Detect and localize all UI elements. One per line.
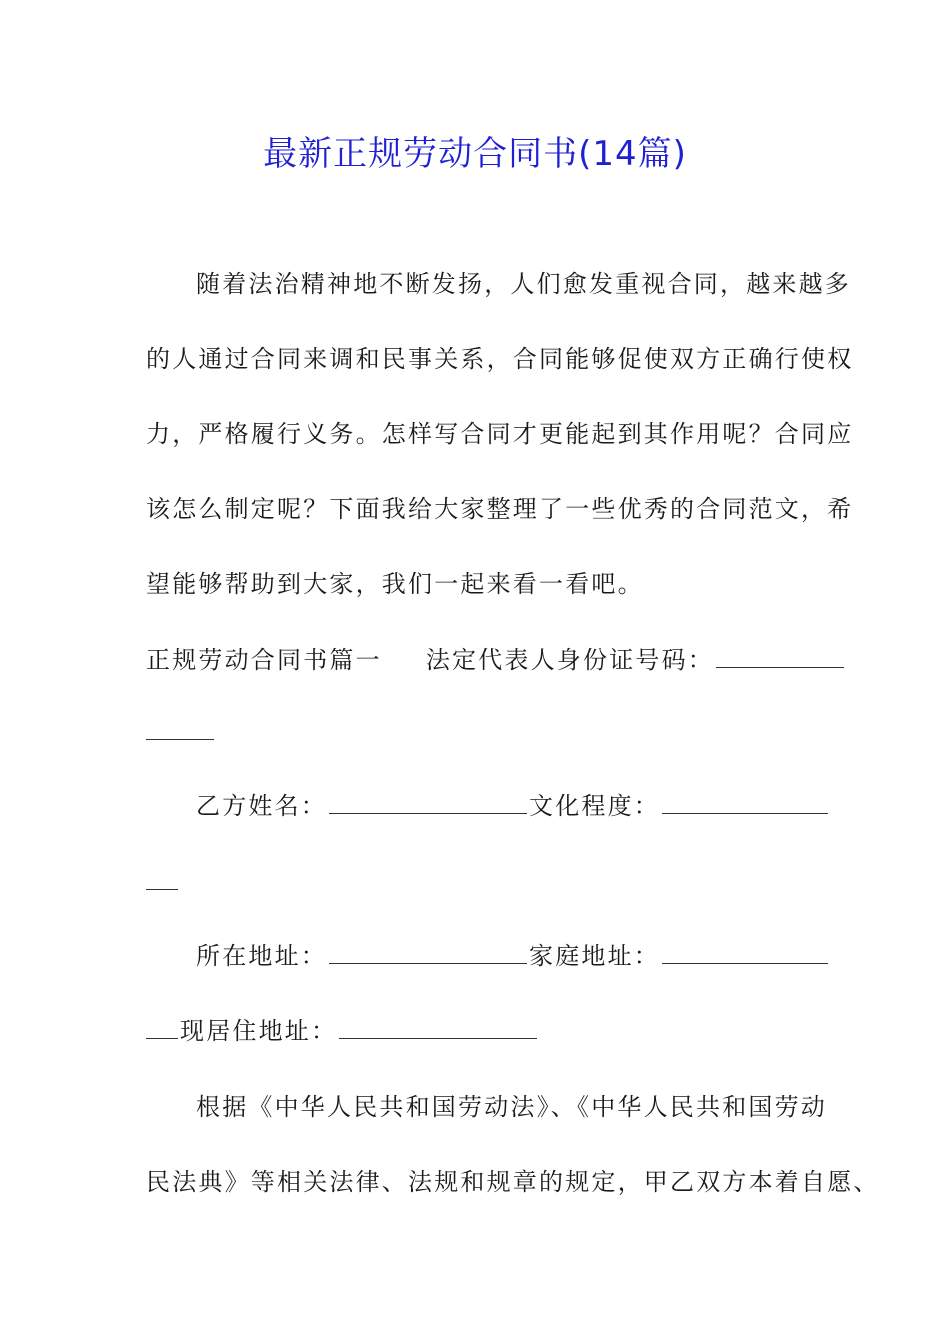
address-row: [196, 940, 830, 972]
intro-line: 随着法治精神地不断发扬，人们愈发重视合同，越来越多: [196, 270, 851, 298]
address-blank: [329, 941, 527, 964]
education-blank-continued: [146, 867, 178, 890]
intro-line: 的人通过合同来调和民事关系，合同能够促使双方正确行使权: [146, 345, 854, 373]
legal-rep-id-blank: [716, 645, 844, 668]
intro-line: 力，严格履行义务。怎样写合同才更能起到其作用呢？合同应: [146, 420, 854, 448]
section-heading-row: [146, 644, 846, 676]
home-address-label: 家庭地址：: [529, 942, 660, 970]
address-label: 所在地址：: [196, 942, 327, 970]
current-address-blank: [339, 1016, 537, 1039]
home-address-blank-continued: [146, 1016, 178, 1039]
intro-line: 该怎么制定呢？下面我给大家整理了一些优秀的合同范文，希: [146, 495, 854, 523]
party-b-name-blank: [329, 791, 527, 814]
legal-rep-id-blank-continued: [146, 717, 214, 740]
legal-rep-id-label: 法定代表人身份证号码：: [425, 646, 715, 674]
legal-rep-id-blank-continued-row: [146, 716, 216, 748]
education-blank: [662, 791, 828, 814]
education-label: 文化程度：: [529, 792, 660, 820]
body-line: 根据《中华人民共和国劳动法》、《中华人民共和国劳动: [196, 1093, 827, 1121]
party-b-name-label: 乙方姓名：: [196, 792, 327, 820]
current-address-label: 现居住地址：: [180, 1017, 338, 1045]
name-education-row: [196, 790, 830, 822]
current-address-row: [146, 1015, 539, 1047]
intro-line: 望能够帮助到大家，我们一起来看一看吧。: [146, 570, 644, 598]
education-blank-continued-row: [146, 866, 180, 898]
body-line: 民法典》等相关法律、法规和规章的规定，甲乙双方本着自愿、: [146, 1168, 880, 1196]
home-address-blank: [662, 941, 828, 964]
section-heading: 正规劳动合同书篇一: [146, 646, 382, 674]
document-title: 最新正规劳动合同书(14篇): [263, 134, 687, 174]
